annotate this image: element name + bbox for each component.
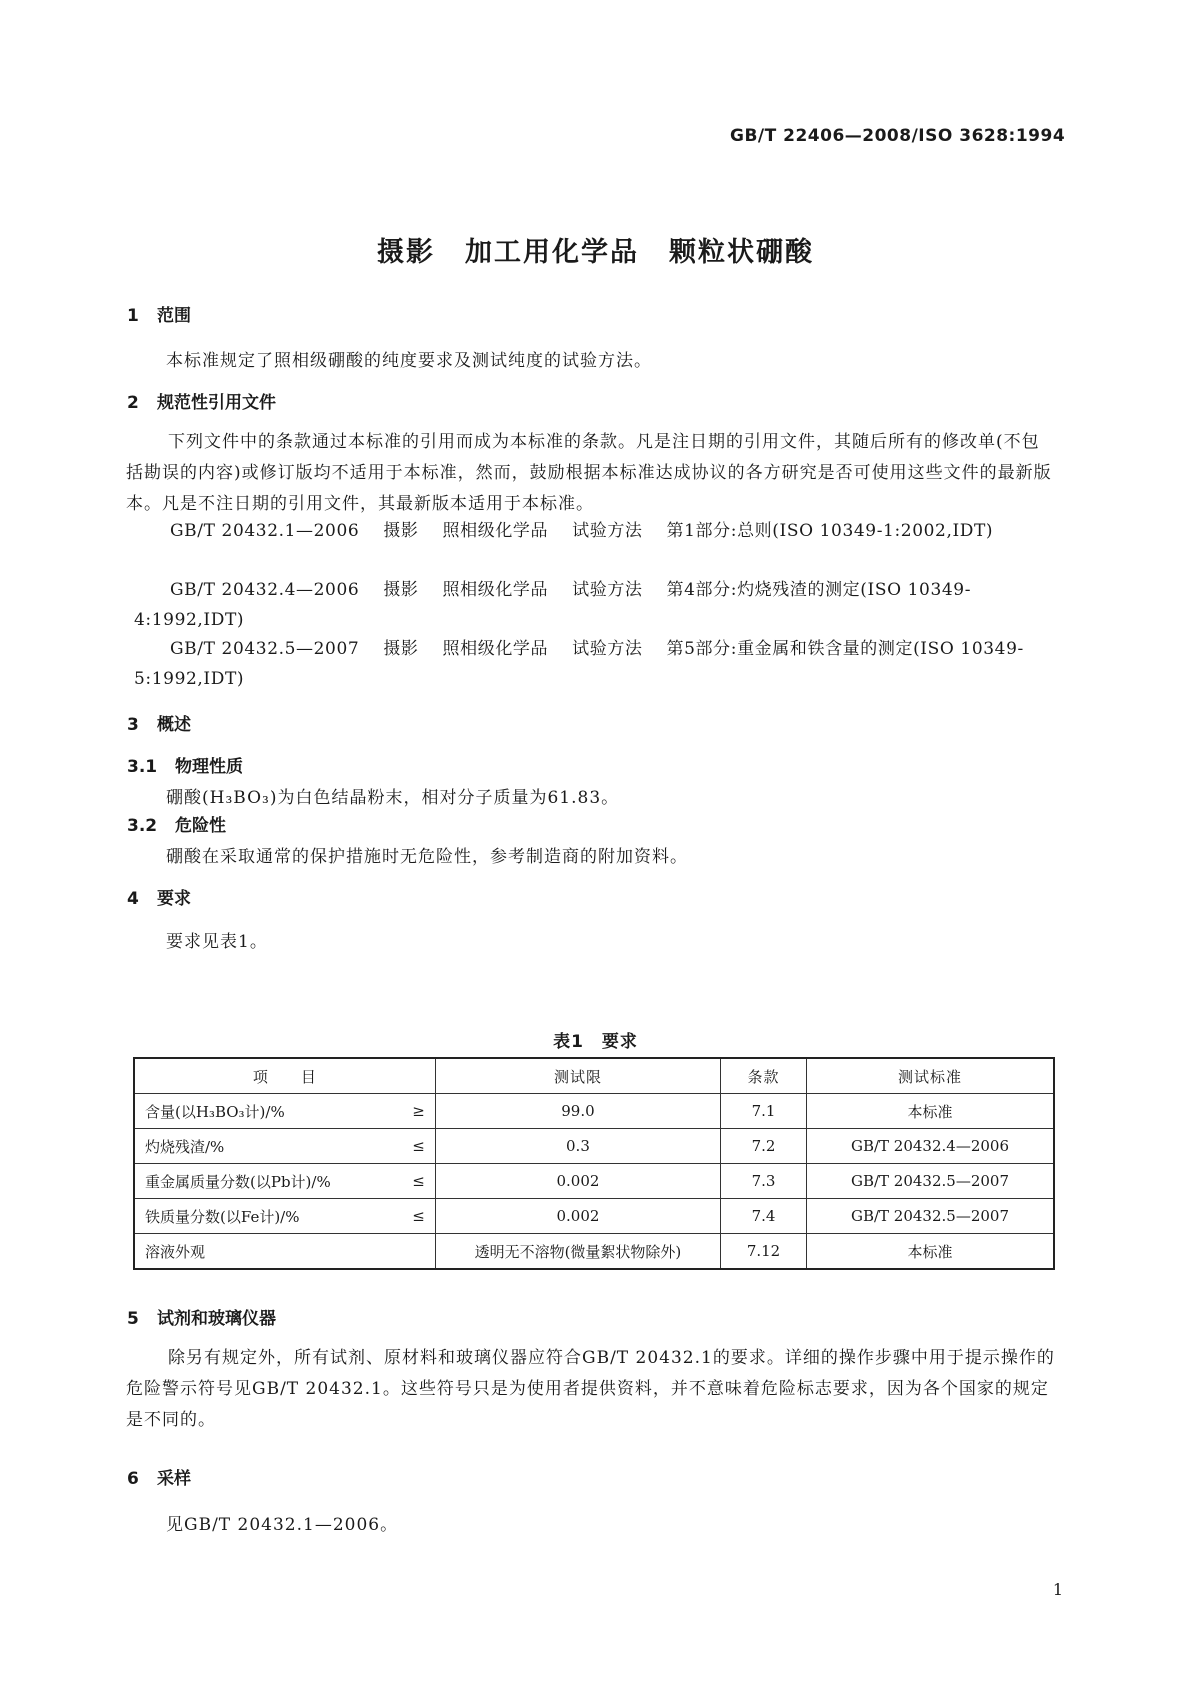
row-item: 铁质量分数(以Fe计)/% <box>145 1207 300 1226</box>
section-title: 试剂和玻璃仪器 <box>157 1309 276 1329</box>
section-6-heading <box>127 1464 191 1489</box>
ref-part-d: 第5部分:重金属和铁含量的测定(ISO 10349-5:1992,IDT) <box>134 639 1024 689</box>
ref-part-a: 摄影 <box>383 580 419 600</box>
table-row <box>134 1199 1054 1234</box>
title-part-3: 颗粒状硼酸 <box>669 237 814 268</box>
ref-code: GB/T 20432.4—2006 <box>170 580 360 600</box>
row-limit: 0.002 <box>435 1199 720 1234</box>
section-5-text <box>126 1343 1056 1436</box>
table-row <box>134 1094 1054 1129</box>
reference-item <box>134 634 1054 694</box>
section-2-intro <box>126 427 1056 520</box>
section-number: 4 <box>127 889 139 909</box>
row-limit: 透明无不溶物(微量絮状物除外) <box>435 1234 720 1270</box>
section-3-2-text: 硼酸在采取通常的保护措施时无危险性，参考制造商的附加资料。 <box>166 847 688 867</box>
section-number: 1 <box>127 306 139 326</box>
ref-part-a: 摄影 <box>383 639 419 659</box>
table-caption: 表1 要求 <box>553 1032 638 1052</box>
section-number: 3 <box>127 715 139 735</box>
reference-item <box>134 575 1054 635</box>
row-standard: GB/T 20432.5—2007 <box>806 1164 1054 1199</box>
row-clause: 7.2 <box>721 1129 807 1164</box>
section-3-2-heading <box>127 811 226 836</box>
section-4-heading <box>127 884 191 909</box>
body-text: 除另有规定外，所有试剂、原材料和玻璃仪器应符合GB/T 20432.1的要求。详细的操作步骤中用于提示操作的危险警示符号见GB/T 20432.1。这些符号只是为使用者提供资料，并不意味着危险标志要求，因为各个国家的规定是不同的。 <box>126 1348 1055 1430</box>
section-6-text: 见GB/T 20432.1—2006。 <box>166 1515 399 1535</box>
ref-part-c: 试验方法 <box>572 639 643 659</box>
section-number: 6 <box>127 1469 139 1489</box>
row-limit: 0.002 <box>435 1164 720 1199</box>
row-standard: GB/T 20432.5—2007 <box>806 1199 1054 1234</box>
section-4-text: 要求见表1。 <box>166 932 268 952</box>
section-title: 采样 <box>157 1469 191 1489</box>
ref-part-b: 照相级化学品 <box>442 639 549 659</box>
row-item: 重金属质量分数(以Pb计)/% <box>145 1172 331 1191</box>
row-standard: 本标准 <box>806 1094 1054 1129</box>
comparison-symbol: ≤ <box>412 1172 425 1190</box>
row-limit: 0.3 <box>435 1129 720 1164</box>
standard-code: GB/T 22406—2008/ISO 3628:1994 <box>730 126 1066 146</box>
row-item: 溶液外观 <box>145 1242 206 1261</box>
row-standard: GB/T 20432.4—2006 <box>806 1129 1054 1164</box>
section-3-heading <box>127 710 191 735</box>
section-1-heading <box>127 301 191 326</box>
section-number: 5 <box>127 1309 139 1329</box>
row-standard: 本标准 <box>806 1234 1054 1270</box>
comparison-symbol: ≤ <box>412 1207 425 1225</box>
section-number: 2 <box>127 393 139 413</box>
row-item: 含量(以H₃BO₃计)/% <box>145 1102 285 1121</box>
section-title: 概述 <box>157 715 191 735</box>
row-clause: 7.4 <box>721 1199 807 1234</box>
section-3-1-heading <box>127 752 243 777</box>
section-number: 3.2 <box>127 816 158 836</box>
section-title: 要求 <box>157 889 191 909</box>
title-part-2: 加工用化学品 <box>465 237 639 268</box>
ref-part-b: 照相级化学品 <box>442 580 549 600</box>
ref-code: GB/T 20432.5—2007 <box>170 639 360 659</box>
table-header-row <box>134 1058 1054 1094</box>
title-part-1: 摄影 <box>377 237 435 268</box>
section-5-heading <box>127 1304 276 1329</box>
section-1-text: 本标准规定了照相级硼酸的纯度要求及测试纯度的试验方法。 <box>166 351 652 371</box>
document-title <box>0 230 1191 269</box>
table-row <box>134 1164 1054 1199</box>
section-title: 规范性引用文件 <box>157 393 276 413</box>
ref-part-c: 试验方法 <box>572 521 643 541</box>
table-row <box>134 1129 1054 1164</box>
row-limit: 99.0 <box>435 1094 720 1129</box>
intro-text: 下列文件中的条款通过本标准的引用而成为本标准的条款。凡是注日期的引用文件，其随后所有的修改单(不包括勘误的内容)或修订版均不适用于本标准，然而，鼓励根据本标准达成协议的各方研究是否可使用这些文件的最新版本。凡是不注日期的引用文件，其最新版本适用于本标准。 <box>126 432 1052 514</box>
section-title: 范围 <box>157 306 191 326</box>
header-clause: 条款 <box>721 1058 807 1094</box>
ref-code: GB/T 20432.1—2006 <box>170 521 360 541</box>
section-2-heading <box>127 388 276 413</box>
row-item: 灼烧残渣/% <box>145 1137 225 1156</box>
requirements-table <box>133 1057 1055 1270</box>
ref-part-b: 照相级化学品 <box>442 521 549 541</box>
reference-item <box>134 516 1054 546</box>
section-title: 物理性质 <box>175 757 243 777</box>
ref-part-c: 试验方法 <box>572 580 643 600</box>
section-number: 3.1 <box>127 757 158 777</box>
row-clause: 7.12 <box>721 1234 807 1270</box>
header-standard: 测试标准 <box>806 1058 1054 1094</box>
comparison-symbol: ≥ <box>412 1102 425 1120</box>
ref-part-d: 第1部分:总则(ISO 10349-1:2002,IDT) <box>666 521 994 541</box>
ref-part-d: 第4部分:灼烧残渣的测定(ISO 10349-4:1992,IDT) <box>134 580 972 630</box>
section-3-1-text: 硼酸(H₃BO₃)为白色结晶粉末，相对分子质量为61.83。 <box>166 788 620 808</box>
comparison-symbol: ≤ <box>412 1137 425 1155</box>
section-title: 危险性 <box>175 816 226 836</box>
row-clause: 7.3 <box>721 1164 807 1199</box>
header-item: 项 目 <box>134 1058 435 1094</box>
header-limit: 测试限 <box>435 1058 720 1094</box>
ref-part-a: 摄影 <box>383 521 419 541</box>
page-number: 1 <box>1052 1580 1063 1599</box>
table-row <box>134 1234 1054 1270</box>
row-clause: 7.1 <box>721 1094 807 1129</box>
